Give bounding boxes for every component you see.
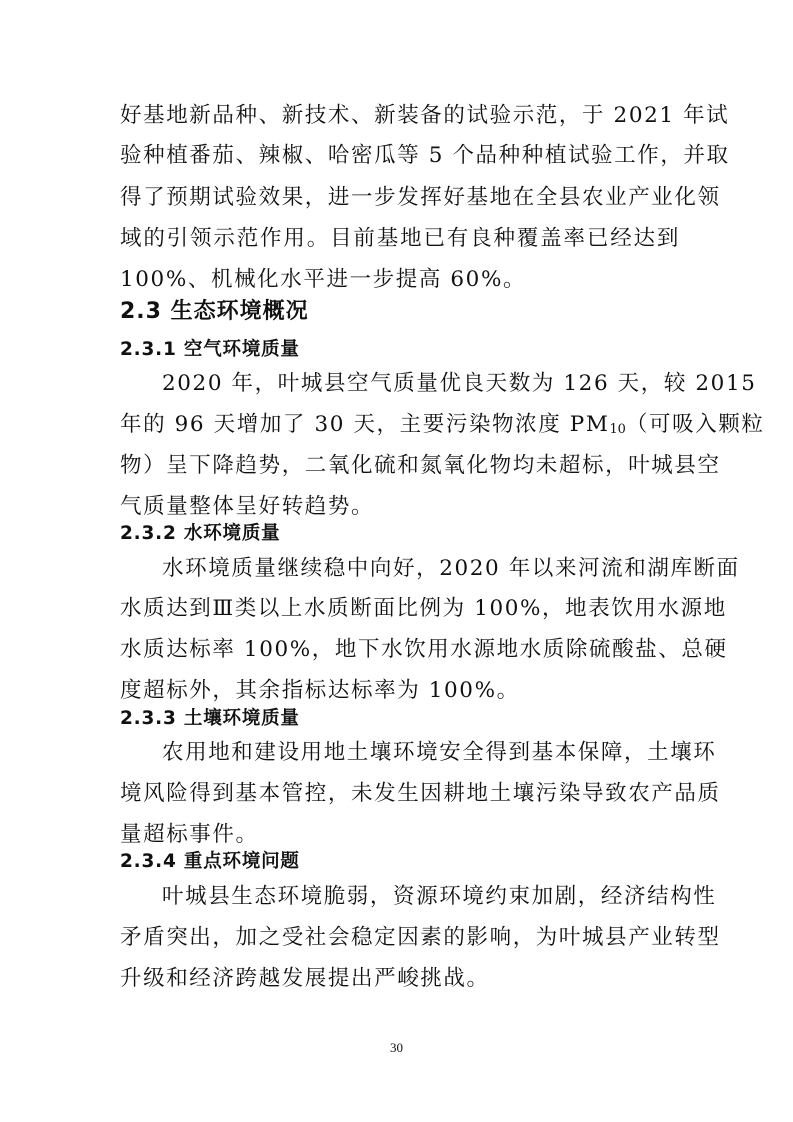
intro-line-1: 好基地新品种、新技术、新装备的试验示范，于 2021 年试 <box>120 103 730 128</box>
air-quality-line-2-tail: （可吸入颗粒 <box>625 412 765 437</box>
water-quality-line-2: 水质达到Ⅲ类以上水质断面比例为 100%，地表饮用水源地 <box>120 596 727 621</box>
intro-line-4: 域的引领示范作用。目前基地已有良种覆盖率已经达到 <box>120 226 680 251</box>
subsection-heading-2-3-1: 2.3.1 空气环境质量 <box>120 339 300 360</box>
section-heading-2-3: 2.3 生态环境概况 <box>120 299 309 324</box>
page-number: 30 <box>390 1040 403 1055</box>
air-quality-line-2-text: 年的 96 天增加了 30 天，主要污染物浓度 PM <box>120 412 610 437</box>
subsection-heading-2-3-4: 2.3.4 重点环境问题 <box>120 851 300 872</box>
water-quality-line-3: 水质达标率 100%，地下水饮用水源地水质除硫酸盐、总硬 <box>120 637 728 662</box>
soil-quality-line-2: 境风险得到基本管控，未发生因耕地土壤污染导致农产品质 <box>120 781 721 806</box>
intro-line-2: 验种植番茄、辣椒、哈密瓜等 5 个品种种植试验工作，并取 <box>120 143 730 168</box>
intro-line-5: 100%、机械化水平进一步提高 60%。 <box>120 267 527 292</box>
key-issues-line-1: 叶城县生态环境脆弱，资源环境约束加剧，经济结构性 <box>162 884 717 909</box>
air-quality-line-1: 2020 年，叶城县空气质量优良天数为 126 天，较 2015 <box>162 371 757 396</box>
water-quality-line-1: 水环境质量继续稳中向好，2020 年以来河流和湖库断面 <box>162 556 740 581</box>
key-issues-line-3: 升级和经济跨越发展提出严峻挑战。 <box>120 966 490 991</box>
air-quality-line-2 <box>120 408 765 447</box>
soil-quality-line-3: 量超标事件。 <box>120 822 259 847</box>
water-quality-line-4: 度超标外，其余指标达标率为 100%。 <box>120 678 520 703</box>
intro-line-3: 得了预期试验效果，进一步发挥好基地在全县农业产业化领 <box>120 185 721 210</box>
air-quality-line-3: 物）呈下降趋势，二氧化硫和氮氧化物均未超标，叶城县空 <box>120 453 721 478</box>
subsection-heading-2-3-2: 2.3.2 水环境质量 <box>120 523 281 544</box>
key-issues-line-2: 矛盾突出，加之受社会稳定因素的影响，为叶城县产业转型 <box>120 925 721 950</box>
soil-quality-line-1: 农用地和建设用地土壤环境安全得到基本保障，土壤环 <box>162 740 717 765</box>
pm-subscript: 10 <box>609 421 626 437</box>
air-quality-line-4: 气质量整体呈好转趋势。 <box>120 494 375 519</box>
subsection-heading-2-3-3: 2.3.3 土壤环境质量 <box>120 708 300 729</box>
